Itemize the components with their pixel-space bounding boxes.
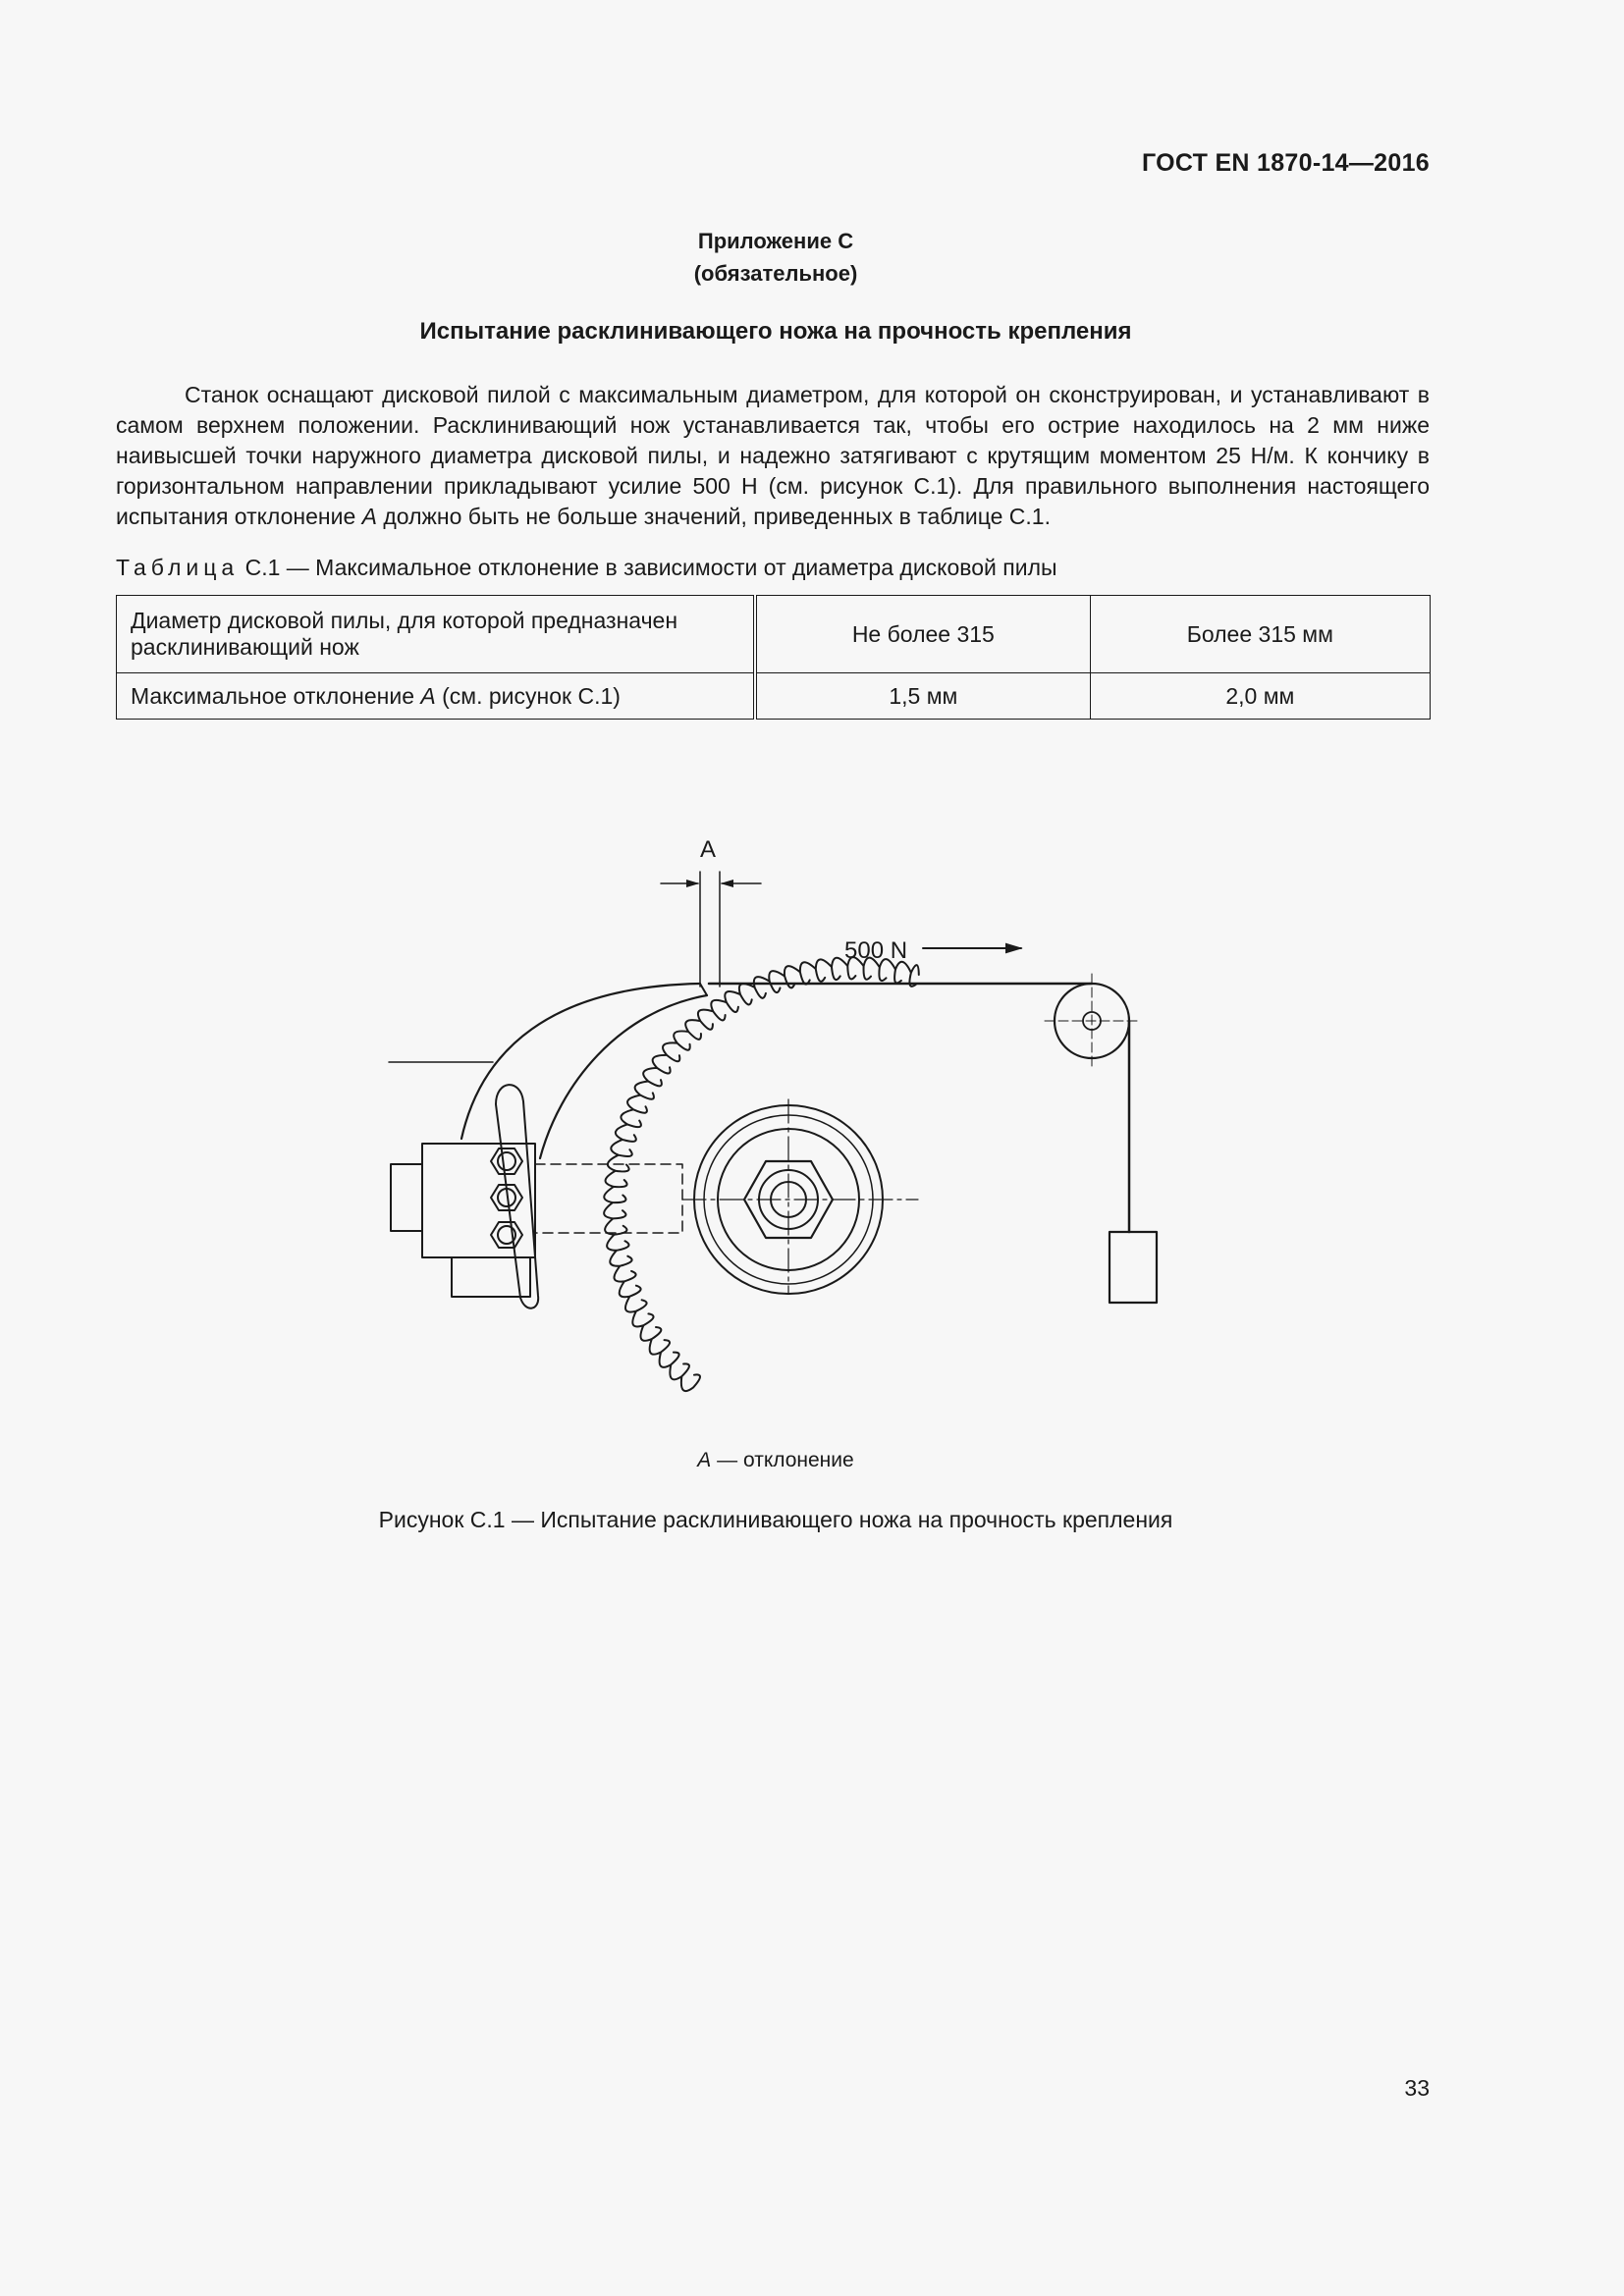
- section-title: Испытание расклинивающего ножа на прочность крепления: [419, 318, 1132, 345]
- dimension-label-a: A: [700, 836, 717, 863]
- document-code: ГОСТ EN 1870-14—2016: [1142, 149, 1430, 177]
- test-weight: [1110, 1232, 1157, 1303]
- bolt-washer: [498, 1152, 515, 1170]
- table-cell-row1-label: Диаметр дисковой пилы, для которой предназначен расклинивающий нож: [117, 596, 756, 673]
- pulley: [1045, 974, 1139, 1068]
- table-row: [117, 673, 1431, 720]
- figure-riving-knife-test: [334, 815, 1198, 1428]
- table-cell-row2-label: [117, 673, 756, 720]
- knife-slot: [496, 1085, 538, 1308]
- body-paragraph: [116, 380, 1430, 532]
- deflection-table: [116, 595, 1431, 720]
- riving-knife-inner-edge: [540, 995, 707, 1158]
- legend-var-a: А: [697, 1449, 712, 1471]
- saw-blade-teeth: [604, 957, 919, 1391]
- force-label: 500 N: [844, 937, 908, 964]
- saw-arbor: [682, 1099, 918, 1294]
- appendix-title: Приложение С: [697, 229, 854, 253]
- mount-flange: [391, 1164, 422, 1231]
- table-cell-row2-col1: 1,5 мм: [755, 673, 1090, 720]
- bolt-heads: [491, 1148, 522, 1248]
- table-row: [117, 596, 1431, 673]
- row2-label-pre: Максимальное отклонение: [131, 682, 421, 709]
- riving-knife-tip: [700, 984, 707, 995]
- appendix-status: (обязательное): [693, 261, 858, 286]
- table-caption-label: Таблица: [116, 555, 240, 580]
- figure-caption: Рисунок С.1 — Испытание расклинивающего ножа на прочность крепления: [378, 1507, 1173, 1532]
- table-cell-row1-col1: Не более 315: [755, 596, 1090, 673]
- appendix-heading: [0, 225, 1551, 290]
- page-number: 33: [1404, 2075, 1430, 2101]
- row2-label-post: (см. рисунок С.1): [435, 682, 621, 709]
- figure-legend: [0, 1449, 1551, 1472]
- legend-text: — отклонение: [711, 1449, 854, 1471]
- table-cell-row2-col2: 2,0 мм: [1090, 673, 1430, 720]
- body-var-a: А: [361, 504, 377, 529]
- table-cell-row1-col2: Более 315 мм: [1090, 596, 1430, 673]
- body-text-2: должно быть не больше значений, приведенных в таблице С.1.: [376, 504, 1051, 529]
- riving-knife-diagram: [334, 815, 1198, 1423]
- body-text-1: Станок оснащают дисковой пилой с максимальным диаметром, для которой он сконструирован, и устанавливают в самом верхнем положении. Расклинивающий нож устанавливается так, чтобы его острие находилось на 2 мм ниже наивысшей точки наружного диаметра дисковой пилы, и надежно затягивают с крутящим моментом 25 Н/м. К кончику в горизонтальном направлении прикладывают усилие 500 Н (см. рисунок С.1). Для правильного выполнения настоящего испытания отклонение: [116, 382, 1430, 529]
- table-caption: [116, 555, 1057, 581]
- table-caption-text: С.1 — Максимальное отклонение в зависимости от диаметра дисковой пилы: [239, 555, 1057, 580]
- row2-label-var: А: [420, 682, 436, 709]
